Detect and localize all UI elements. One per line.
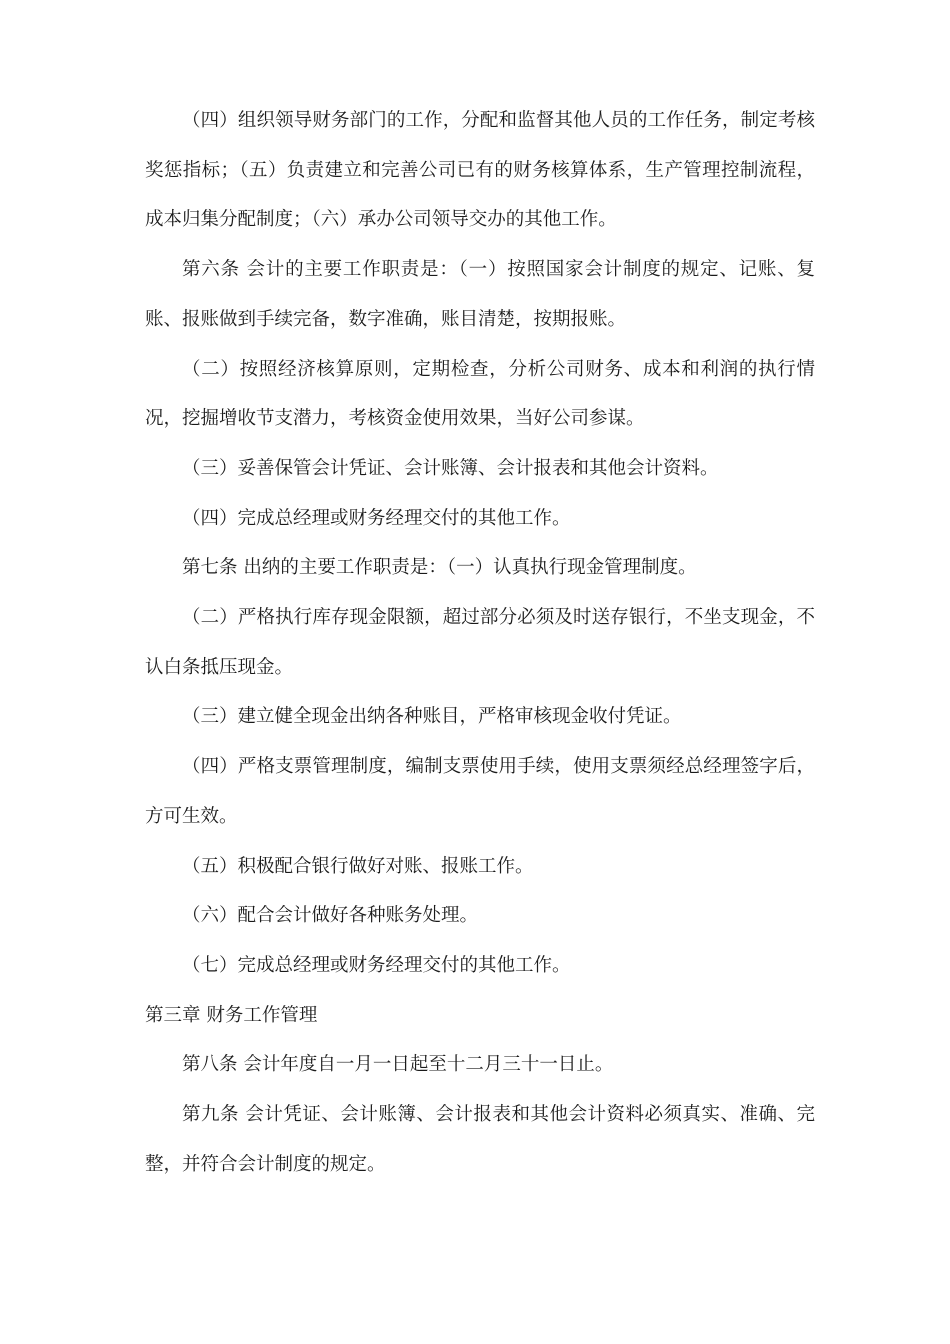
paragraph-duty-4-to-6: （四）组织领导财务部门的工作，分配和监督其他人员的工作任务，制定考核奖惩指标；（五）负责建立和完善公司已有的财务核算体系，生产管理控制流程，成本归集分配制度；（六）承办公司领导交办的其他工作。	[145, 110, 815, 231]
paragraph-article-8: 第八条 会计年度自一月一日起至十二月三十一日止。	[182, 1054, 614, 1076]
chapter-3-heading: 第三章 财务工作管理	[145, 1004, 318, 1026]
paragraph-cashier-duty-4: （四）严格支票管理制度，编制支票使用手续，使用支票须经总经理签字后，方可生效。	[145, 756, 815, 827]
paragraph-accountant-duty-3: （三）妥善保管会计凭证、会计账簿、会计报表和其他会计资料。	[182, 457, 719, 479]
paragraph-cashier-duty-6: （六）配合会计做好各种账务处理。	[182, 905, 479, 927]
paragraph-accountant-duty-4: （四）完成总经理或财务经理交付的其他工作。	[182, 507, 571, 529]
paragraph-accountant-duty-2: （二）按照经济核算原则，定期检查，分析公司财务、成本和利润的执行情况，挖掘增收节支潜力，考核资金使用效果，当好公司参谋。	[145, 358, 815, 430]
paragraph-cashier-duty-3: （三）建立健全现金出纳各种账目，严格审核现金收付凭证。	[182, 706, 682, 728]
paragraph-cashier-duty-2: （二）严格执行库存现金限额，超过部分必须及时送存银行，不坐支现金，不认白条抵压现金。	[145, 607, 815, 678]
document-body	[145, 96, 815, 1189]
paragraph-article-9: 第九条 会计凭证、会计账簿、会计报表和其他会计资料必须真实、准确、完整，并符合会计制度的规定。	[145, 1104, 815, 1175]
paragraph-article-6: 第六条 会计的主要工作职责是：（一）按照国家会计制度的规定、记账、复账、报账做到手续完备，数字准确，账目清楚，按期报账。	[145, 259, 815, 330]
paragraph-article-7: 第七条 出纳的主要工作职责是：（一）认真执行现金管理制度。	[182, 557, 697, 579]
paragraph-cashier-duty-7: （七）完成总经理或财务经理交付的其他工作。	[182, 954, 571, 976]
paragraph-cashier-duty-5: （五）积极配合银行做好对账、报账工作。	[182, 855, 534, 877]
